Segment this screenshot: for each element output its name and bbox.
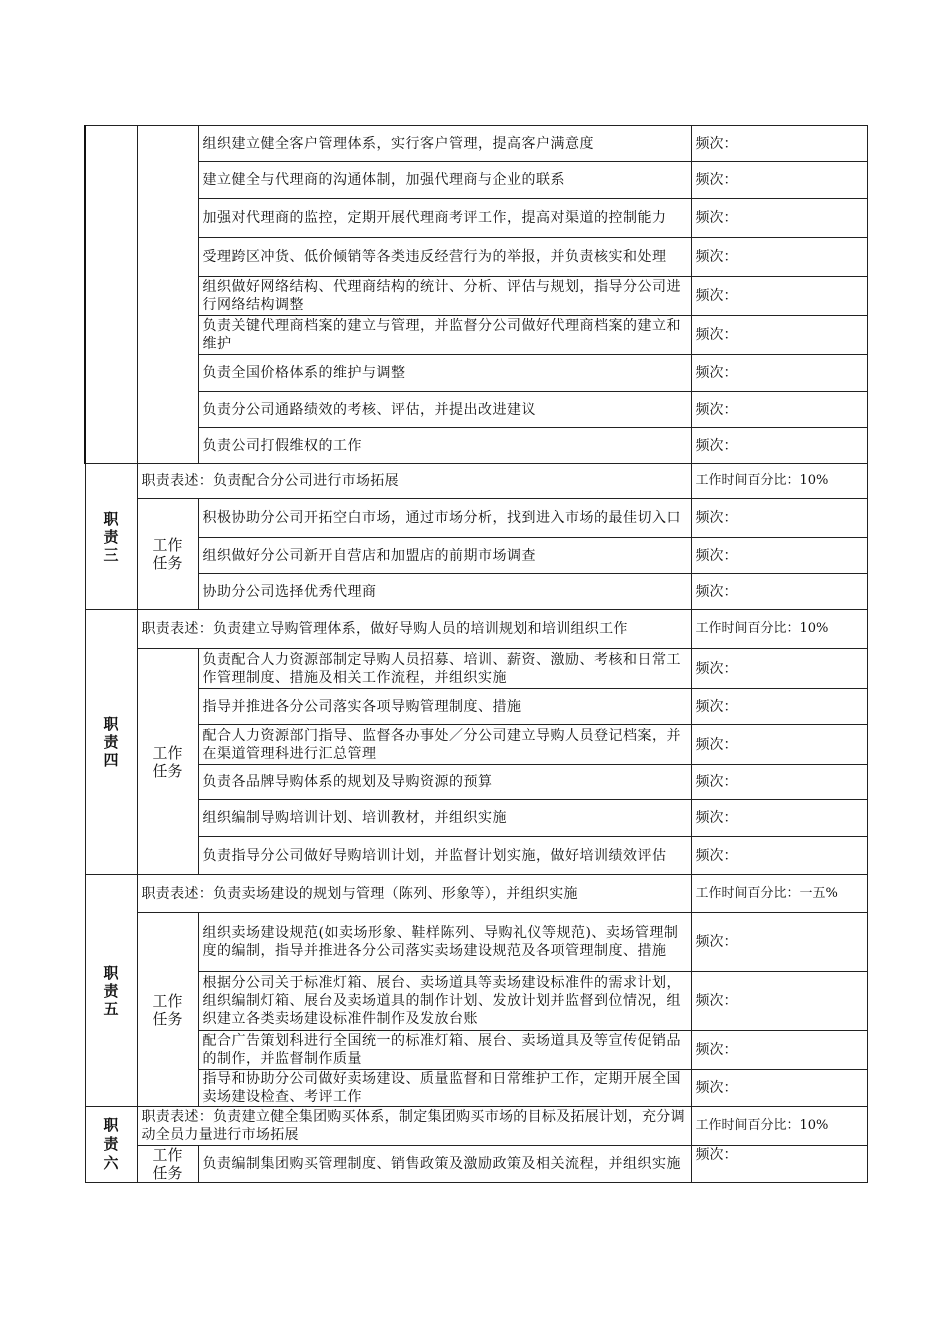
work-time-percentage: 工作时间百分比：一五% — [691, 875, 867, 913]
duty-label-5: 职 责 五 — [85, 875, 137, 1107]
task-text: 负责公司打假维权的工作 — [198, 428, 691, 464]
task-label-cell: 工作 任务 — [137, 1146, 198, 1183]
task-row — [85, 392, 867, 428]
frequency-cell: 频次： — [691, 689, 867, 725]
task-row — [85, 765, 867, 800]
task-row — [85, 126, 867, 162]
frequency-cell: 频次： — [691, 574, 867, 610]
frequency-cell: 频次： — [691, 972, 867, 1031]
duty-desc-row — [85, 464, 867, 499]
task-row — [85, 1031, 867, 1070]
frequency-cell: 频次： — [691, 277, 867, 316]
task-text: 组织卖场建设规范(如卖场形象、鞋样陈列、导购礼仪等规范)、卖场管理制度的编制，指导并推进各分公司落实卖场建设规范及各项管理制度、措施 — [198, 913, 691, 972]
task-text: 负责编制集团购买管理制度、销售政策及激励政策及相关流程，并组织实施 — [198, 1146, 691, 1183]
task-row — [85, 725, 867, 765]
frequency-cell: 频次： — [691, 392, 867, 428]
frequency-cell: 频次： — [691, 428, 867, 464]
task-text: 指导和协助分公司做好卖场建设、质量监督和日常维护工作，定期开展全国卖场建设检查、考评工作 — [198, 1070, 691, 1107]
task-row — [85, 800, 867, 837]
task-text: 负责全国价格体系的维护与调整 — [198, 355, 691, 392]
frequency-cell: 频次： — [691, 538, 867, 574]
task-row — [85, 428, 867, 464]
task-text: 负责指导分公司做好导购培训计划，并监督计划实施，做好培训绩效评估 — [198, 837, 691, 875]
duty-description: 职责表述：负责建立导购管理体系，做好导购人员的培训规划和培训组织工作 — [137, 610, 691, 649]
work-time-percentage: 工作时间百分比：10% — [691, 1107, 867, 1146]
frequency-cell: 频次： — [691, 649, 867, 689]
frequency-cell: 频次： — [691, 913, 867, 972]
frequency-cell: 频次： — [691, 316, 867, 355]
task-row — [85, 499, 867, 538]
task-text: 根据分公司关于标准灯箱、展台、卖场道具等卖场建设标准件的需求计划，组织编制灯箱、展台及卖场道具的制作计划、发放计划并监督到位情况，组织建立各类卖场建设标准件制作及发放台账 — [198, 972, 691, 1031]
task-text: 加强对代理商的监控，定期开展代理商考评工作，提高对渠道的控制能力 — [198, 199, 691, 238]
task-row — [85, 1146, 867, 1183]
task-label-cell — [137, 126, 198, 464]
frequency-cell: 频次： — [691, 1031, 867, 1070]
duty-label-cell — [85, 126, 137, 464]
task-text: 配合广告策划科进行全国统一的标准灯箱、展台、卖场道具及等宣传促销品的制作，并监督制作质量 — [198, 1031, 691, 1070]
task-text: 建立健全与代理商的沟通体制，加强代理商与企业的联系 — [198, 162, 691, 199]
duty-desc-row — [85, 875, 867, 913]
duty-description: 职责表述：负责建立健全集团购买体系，制定集团购买市场的目标及拓展计划，充分调动全员力量进行市场拓展 — [137, 1107, 691, 1146]
task-text: 组织做好分公司新开自营店和加盟店的前期市场调查 — [198, 538, 691, 574]
task-text: 组织建立健全客户管理体系，实行客户管理，提高客户满意度 — [198, 126, 691, 162]
task-row — [85, 837, 867, 875]
frequency-cell: 频次： — [691, 162, 867, 199]
frequency-cell: 频次： — [691, 355, 867, 392]
task-row — [85, 689, 867, 725]
frequency-cell: 频次： — [691, 1146, 867, 1183]
task-row — [85, 1070, 867, 1107]
task-text: 负责配合人力资源部制定导购人员招募、培训、薪资、激励、考核和日常工作管理制度、措施及相关工作流程，并组织实施 — [198, 649, 691, 689]
task-text: 负责各品牌导购体系的规划及导购资源的预算 — [198, 765, 691, 800]
task-text: 协助分公司选择优秀代理商 — [198, 574, 691, 610]
task-text: 积极协助分公司开拓空白市场，通过市场分析，找到进入市场的最佳切入口 — [198, 499, 691, 538]
frequency-cell: 频次： — [691, 1070, 867, 1107]
task-row — [85, 972, 867, 1031]
duty-desc-row — [85, 610, 867, 649]
frequency-cell: 频次： — [691, 199, 867, 238]
task-row — [85, 162, 867, 199]
task-text: 组织做好网络结构、代理商结构的统计、分析、评估与规划，指导分公司进行网络结构调整 — [198, 277, 691, 316]
task-row — [85, 238, 867, 277]
task-row — [85, 538, 867, 574]
task-row — [85, 277, 867, 316]
frequency-cell: 频次： — [691, 499, 867, 538]
frequency-cell: 频次： — [691, 126, 867, 162]
duty-label-4: 职 责 四 — [85, 610, 137, 875]
task-text: 受理跨区冲货、低价倾销等各类违反经营行为的举报，并负责核实和处理 — [198, 238, 691, 277]
task-text: 组织编制导购培训计划、培训教材，并组织实施 — [198, 800, 691, 837]
task-label-cell: 工作 任务 — [137, 499, 198, 610]
duty-description: 职责表述：负责配合分公司进行市场拓展 — [137, 464, 691, 499]
duty-desc-row — [85, 1107, 867, 1146]
task-text: 负责分公司通路绩效的考核、评估，并提出改进建议 — [198, 392, 691, 428]
task-row — [85, 913, 867, 972]
task-label-cell: 工作 任务 — [137, 649, 198, 875]
frequency-cell: 频次： — [691, 238, 867, 277]
work-time-percentage: 工作时间百分比：10% — [691, 464, 867, 499]
frequency-cell: 频次： — [691, 837, 867, 875]
frequency-cell: 频次： — [691, 800, 867, 837]
frequency-cell: 频次： — [691, 725, 867, 765]
task-row — [85, 574, 867, 610]
task-text: 指导并推进各分公司落实各项导购管理制度、措施 — [198, 689, 691, 725]
task-row — [85, 316, 867, 355]
duty-label-6: 职 责 六 — [85, 1107, 137, 1183]
duty-table — [84, 125, 868, 1183]
task-label-cell: 工作 任务 — [137, 913, 198, 1107]
frequency-cell: 频次： — [691, 765, 867, 800]
task-row — [85, 199, 867, 238]
task-text: 负责关键代理商档案的建立与管理，并监督分公司做好代理商档案的建立和维护 — [198, 316, 691, 355]
task-text: 配合人力资源部门指导、监督各办事处／分公司建立导购人员登记档案，并在渠道管理科进行汇总管理 — [198, 725, 691, 765]
duty-description: 职责表述：负责卖场建设的规划与管理（陈列、形象等），并组织实施 — [137, 875, 691, 913]
task-row — [85, 649, 867, 689]
work-time-percentage: 工作时间百分比：10% — [691, 610, 867, 649]
task-row — [85, 355, 867, 392]
duty-label-3: 职 责 三 — [85, 464, 137, 610]
